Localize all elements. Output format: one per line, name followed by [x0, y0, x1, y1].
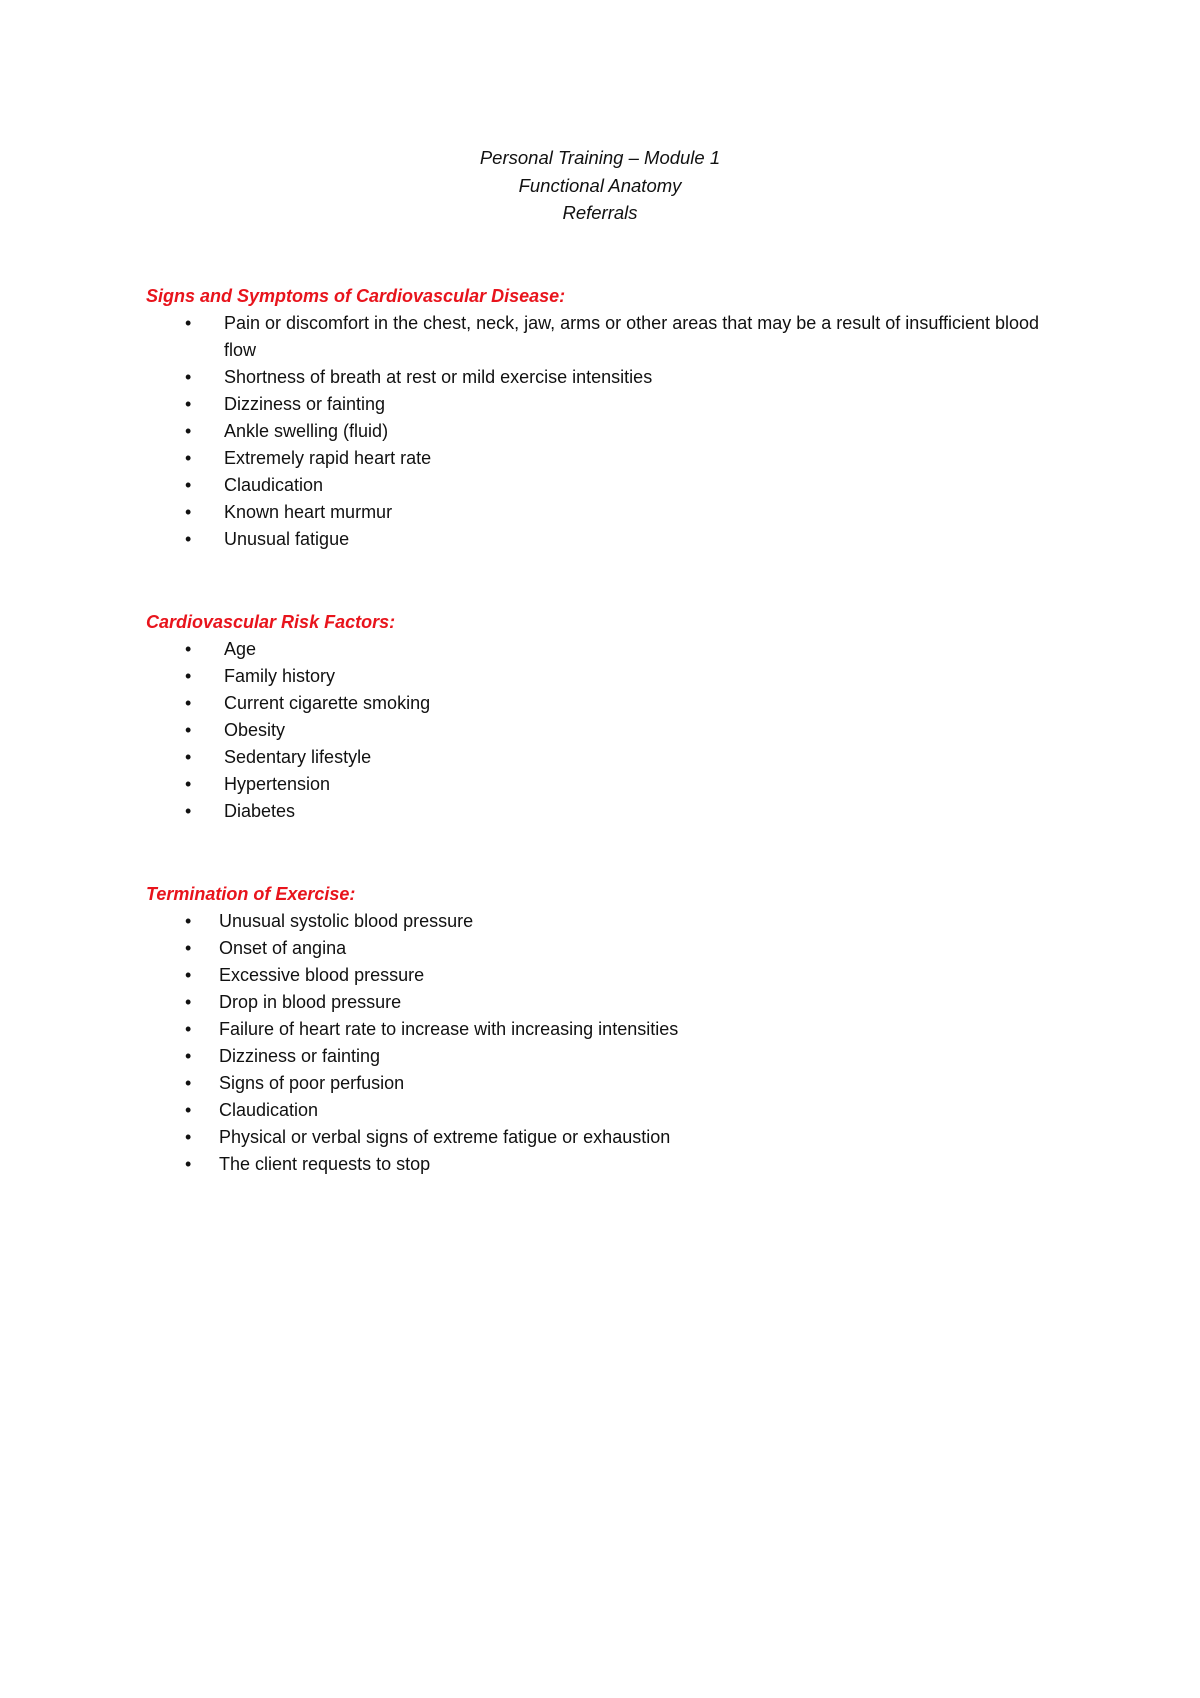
list-item	[146, 364, 1046, 391]
list-item-text: Sedentary lifestyle	[224, 747, 372, 767]
bullet-icon: •	[185, 747, 192, 767]
list-item	[146, 663, 1046, 690]
list-item	[146, 1070, 1046, 1097]
bullet-list	[146, 310, 1046, 553]
bullet-icon: •	[185, 720, 192, 740]
list-item-text: Pain or discomfort in the chest, neck, jaw, arms or other areas that may be a result of insufficient blood flow	[224, 313, 1040, 360]
list-item-text: Known heart murmur	[224, 502, 393, 522]
bullet-icon: •	[185, 1127, 192, 1147]
list-item	[146, 499, 1046, 526]
list-item-text: Drop in blood pressure	[219, 992, 402, 1012]
section-heading: Signs and Symptoms of Cardiovascular Disease:	[146, 286, 566, 306]
bullet-icon: •	[185, 1154, 192, 1174]
list-item-text: Family history	[224, 666, 336, 686]
title-line-topic: Referrals	[562, 202, 638, 223]
title-line-course: Personal Training – Module 1	[479, 147, 721, 168]
list-item-text: Signs of poor perfusion	[219, 1073, 405, 1093]
list-item-text: Unusual fatigue	[224, 529, 350, 549]
list-item	[146, 1151, 1046, 1178]
list-item	[146, 418, 1046, 445]
list-item	[146, 472, 1046, 499]
bullet-icon: •	[185, 1046, 192, 1066]
bullet-icon: •	[185, 911, 192, 931]
list-item-text: Claudication	[219, 1100, 319, 1120]
list-item-text: Failure of heart rate to increase with increasing intensities	[219, 1019, 679, 1039]
list-item	[146, 989, 1046, 1016]
list-item	[146, 391, 1046, 418]
bullet-icon: •	[185, 1073, 192, 1093]
bullet-icon: •	[185, 529, 192, 549]
list-item-text: Physical or verbal signs of extreme fatigue or exhaustion	[219, 1127, 671, 1147]
list-item-text: Age	[224, 639, 257, 659]
list-item	[146, 962, 1046, 989]
list-item-text: Diabetes	[224, 801, 296, 821]
bullet-icon: •	[185, 475, 192, 495]
bullet-icon: •	[185, 448, 192, 468]
bullet-icon: •	[185, 639, 192, 659]
bullet-icon: •	[185, 502, 192, 522]
list-item	[146, 1043, 1046, 1070]
list-item-text: Extremely rapid heart rate	[224, 448, 432, 468]
bullet-icon: •	[185, 774, 192, 794]
bullet-icon: •	[185, 313, 192, 333]
bullet-icon: •	[185, 992, 192, 1012]
section-signs-symptoms	[146, 283, 1046, 553]
list-item	[146, 717, 1046, 744]
list-item-text: Dizziness or fainting	[219, 1046, 381, 1066]
list-item	[146, 1124, 1046, 1151]
list-item	[146, 798, 1046, 825]
bullet-icon: •	[185, 1019, 192, 1039]
list-item-text: Ankle swelling (fluid)	[224, 421, 389, 441]
list-item	[146, 1097, 1046, 1124]
bullet-icon: •	[185, 666, 192, 686]
list-item	[146, 1016, 1046, 1043]
list-item	[146, 636, 1046, 663]
bullet-icon: •	[185, 1100, 192, 1120]
list-item	[146, 445, 1046, 472]
list-item-text: Unusual systolic blood pressure	[219, 911, 474, 931]
list-item	[146, 908, 1046, 935]
bullet-icon: •	[185, 938, 192, 958]
title-line-subject: Functional Anatomy	[518, 174, 682, 196]
list-item	[146, 310, 1046, 364]
document-title	[0, 144, 1200, 227]
bullet-list	[146, 908, 1046, 1178]
list-item-text: Shortness of breath at rest or mild exercise intensities	[224, 367, 653, 387]
bullet-icon: •	[185, 693, 192, 713]
list-item-text: The client requests to stop	[219, 1154, 431, 1174]
list-item-text: Dizziness or fainting	[224, 394, 386, 414]
bullet-icon: •	[185, 421, 192, 441]
bullet-icon: •	[185, 367, 192, 387]
list-item	[146, 690, 1046, 717]
bullet-icon: •	[185, 394, 192, 414]
bullet-icon: •	[185, 801, 192, 821]
list-item-text: Current cigarette smoking	[224, 693, 431, 713]
list-item	[146, 771, 1046, 798]
list-item-text: Excessive blood pressure	[219, 965, 425, 985]
bullet-list	[146, 636, 1046, 825]
list-item-text: Onset of angina	[219, 938, 347, 958]
list-item-text: Hypertension	[224, 774, 331, 794]
section-heading: Cardiovascular Risk Factors:	[146, 612, 396, 632]
section-heading: Termination of Exercise:	[146, 884, 356, 904]
list-item-text: Claudication	[224, 475, 324, 495]
bullet-icon: •	[185, 965, 192, 985]
list-item	[146, 744, 1046, 771]
list-item-text: Obesity	[224, 720, 286, 740]
list-item	[146, 526, 1046, 553]
section-risk-factors	[146, 609, 1046, 825]
list-item	[146, 935, 1046, 962]
section-termination-of-exercise	[146, 881, 1046, 1178]
